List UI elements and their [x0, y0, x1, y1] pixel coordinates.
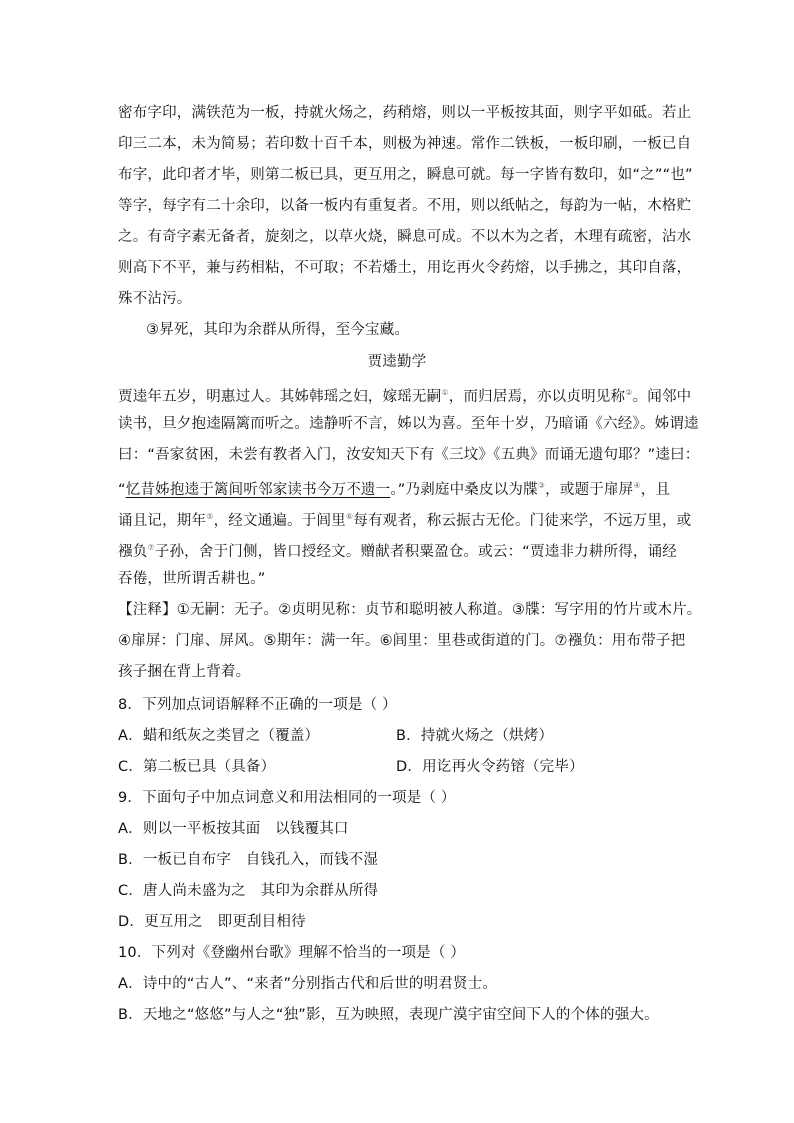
footnote-marker: ⑥ [345, 512, 354, 521]
question-10-stem: 10．下列对《登幽州台歌》理解不恰当的一项是（ ） [118, 945, 466, 961]
footnote-marker: ⑤ [206, 512, 214, 521]
passage-line: 则高下不平，兼与药相粘，不可取；不若燔土，用讫再火令药熔，以手拂之，其印自落， [118, 260, 692, 276]
footnote-marker: ③ [537, 481, 546, 490]
footnote-marker: ② [625, 388, 633, 397]
notes-line: 孩子捆在背上背着。 [118, 664, 251, 680]
passage-paragraph-3: ③昇死，其印为余群从所得，至今宝藏。 [146, 322, 410, 338]
question-9-stem: 9．下面句子中加点词意义和用法相同的一项是（ ） [118, 790, 456, 806]
question-8-stem: 8．下列加点词语解释不正确的一项是（ ） [118, 697, 397, 713]
story-line: 诵且记，期年⑤，经文通遍。于闾里⑥每有观者，称云振古无伦。门徒来学，不远万里，或 [118, 512, 692, 529]
passage-line: 等字，每字有二十余印，以备一板内有重复者。不用，则以纸帖之，每韵为一帖，木格贮 [118, 198, 692, 214]
story-line: 读书，旦夕抱逵隔篱而听之。逵静听不言，姊以为喜。至年十岁，乃暗诵《六经》。姊谓逵 [118, 416, 699, 432]
passage-line: 密布字印，满铁范为一板，持就火炀之，药稍熔，则以一平板按其面，则字平如砥。若止 [118, 105, 692, 121]
notes-line: ④扉屏：门扉、屏风。⑤期年：满一年。⑥闾里：里巷或街道的门。⑦襁负：用布带子把 [118, 633, 686, 649]
option-c: C．唐人尚未盛为之 其印为余群从所得 [118, 883, 379, 899]
option-b: B．一板已自布字 自钱孔入，而钱不湿 [118, 852, 379, 868]
option-d: D．用讫再火令药镕（完毕） [396, 759, 584, 775]
story-line: “忆昔姊抱逵于篱间听邻家读书今万不遗一。”乃剥庭中桑皮以为牒③，或题于扉屏④，且 [118, 481, 671, 498]
footnote-marker: ① [441, 388, 449, 397]
notes-line: 【注释】①无嗣：无子。②贞明见称：贞节和聪明被人称道。③牒：写字用的竹片或木片。 [118, 602, 702, 618]
footnote-marker: ⑦ [147, 543, 155, 552]
story-title: 贾逵勤学 [367, 354, 427, 370]
question-8-options-row [118, 757, 584, 777]
passage-line: 印三二本，未为简易；若印数十百千本，则极为神速。常作二铁板，一板印刷，一板已自 [118, 136, 692, 152]
passage-line: 之。有奇字素无备者，旋刻之，以草火烧，瞬息可成。不以木为之者，木理有疏密，沾水 [118, 229, 692, 245]
passage-line: 布字，此印者才毕，则第二板已具，更互用之，瞬息可就。每一字皆有数印，如“之”“也” [118, 167, 693, 183]
option-b: B．持就火炀之（烘烤） [396, 728, 554, 744]
option-a: A．则以一平板按其面 以钱覆其口 [118, 821, 349, 837]
question-8-options-row [118, 726, 554, 746]
footnote-marker: ④ [633, 481, 641, 490]
option-b: B．天地之“悠悠”与人之“独”影，互为映照，表现广漠宇宙空间下人的个体的强大。 [118, 1007, 659, 1023]
story-line: 贾逵年五岁，明惠过人。其姊韩瑶之妇，嫁瑶无嗣①，而归居焉，亦以贞明见称②。闻邻中 [118, 388, 692, 405]
passage-line: 殊不沾污。 [118, 291, 192, 307]
story-line: 吞倦，世所谓舌耕也。” [118, 571, 266, 587]
option-d: D．更互用之 即更刮目相待 [118, 914, 306, 930]
option-c: C．第二板已具（具备） [118, 759, 276, 775]
story-line: 曰：“吾家贫困，未尝有教者入门，汝安知天下有《三坟》《五典》而诵无遗句耶？”逵曰： [118, 447, 700, 463]
underlined-sentence: 忆昔姊抱逵于篱间听邻家读书今万不遗一 [125, 482, 391, 498]
option-a: A．蜡和纸灰之类冒之（覆盖） [118, 728, 320, 744]
option-a: A．诗中的“古人”、“来者”分别指古代和后世的明君贤士。 [118, 976, 498, 992]
story-line: 襁负⑦子孙，舍于门侧，皆口授经文。赠献者积粟盈仓。或云：“贾逵非力耕所得，诵经 [118, 543, 677, 560]
